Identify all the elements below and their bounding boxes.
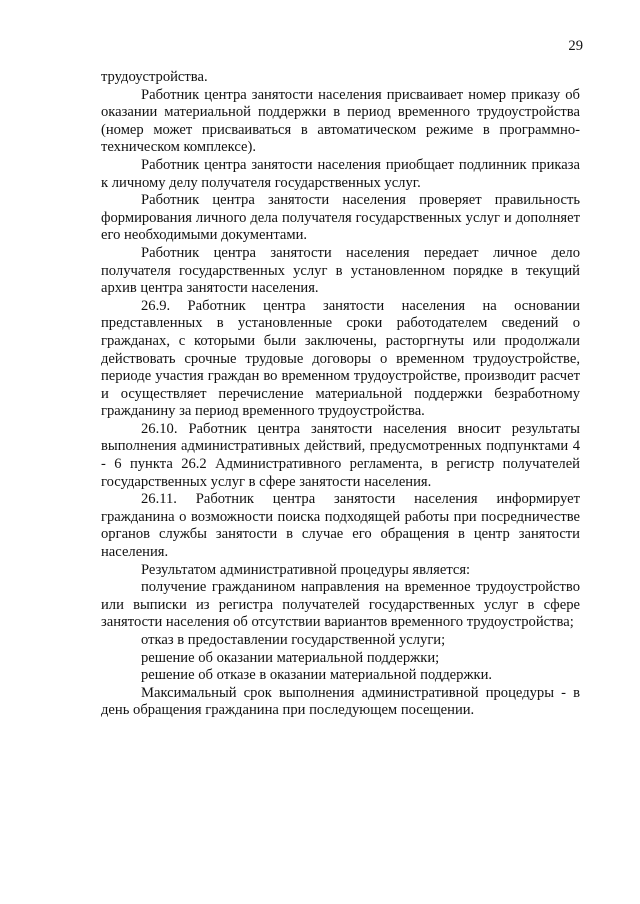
paragraph: получение гражданином направления на временное трудоустройство или выписки из регистра получателей государственных услуг в сфере занятости населения об отсутствии вариантов временного трудоустройства; <box>101 579 580 631</box>
paragraph: Результатом административной процедуры является: <box>141 561 471 578</box>
page-number: 29 <box>568 38 583 54</box>
paragraph: 26.9. Работник центра занятости населения на основании представленных в установленные сроки работодателем сведений о гражданах, с которыми были заключены, расторгнуты или продолжали действовать срочные трудовые договоры о временном трудоустройстве, периоде участия граждан во временном трудоустройстве, производит расчет и осуществляет перечисление материальной поддержки безработному гражданину за период временного трудоустройства. <box>101 297 580 420</box>
paragraph: Работник центра занятости населения проверяет правильность формирования личного дела получателя государственных услуг и дополняет его необходимыми документами. <box>101 192 580 244</box>
paragraph: решение об оказании материальной поддержки; <box>141 649 440 666</box>
paragraph: решение об отказе в оказании материальной поддержки. <box>141 667 493 684</box>
paragraph: Работник центра занятости населения присваивает номер приказу об оказании материальной поддержки в период временного трудоустройства (номер может присваиваться в автоматическом режиме в программно-техническом комплексе). <box>101 86 580 156</box>
paragraph: 26.11. Работник центра занятости населения информирует гражданина о возможности поиска подходящей работы при посредничестве органов службы занятости в случае его обращения в центр занятости населения. <box>101 491 580 561</box>
paragraph: Работник центра занятости населения передает личное дело получателя государственных услуг в установленном порядке в текущий архив центра занятости населения. <box>101 244 580 297</box>
paragraph: отказ в предоставлении государственной услуги; <box>141 632 446 648</box>
paragraph: Работник центра занятости населения приобщает подлинник приказа к личному делу получателя государственных услуг. <box>101 156 580 191</box>
paragraph: Максимальный срок выполнения административной процедуры - в день обращения гражданина при последующем посещении. <box>101 684 580 719</box>
paragraph: трудоустройства. <box>101 69 208 85</box>
document-body <box>101 69 580 720</box>
paragraph: 26.10. Работник центра занятости населения вносит результаты выполнения административных действий, предусмотренных подпунктами 4 - 6 пункта 26.2 Административного регламента, в регистр получателей государственных услуг в сфере занятости населения. <box>101 420 580 490</box>
